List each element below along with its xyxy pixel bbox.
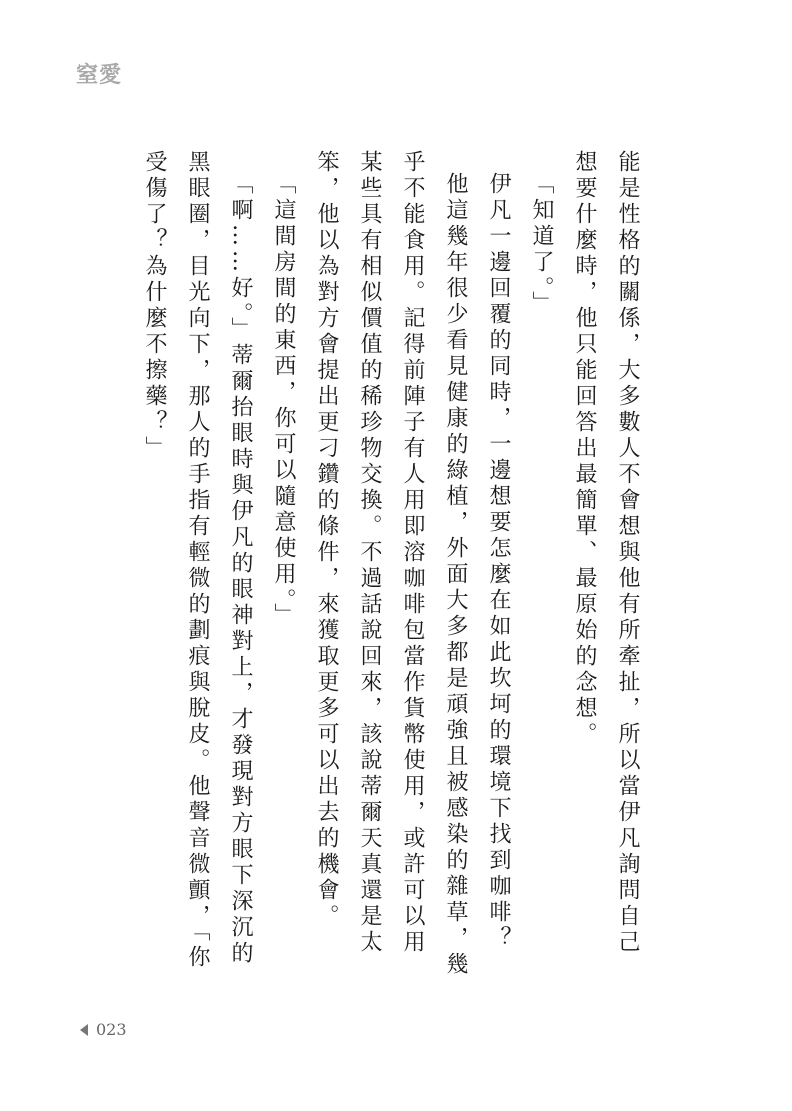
body-text [129,150,649,980]
page-footer [80,1020,127,1039]
book-title: 窒愛 [76,62,123,88]
paragraph: 能是性格的關係，大多數人不會想與他有所牽扯，所以當伊凡詢問自己想要什麼時，他只能回答出最簡單、最原始的念想。 [572,150,640,956]
paragraph: 「知道了。」 [529,172,554,317]
triangle-left-icon [80,1024,88,1036]
paragraph: 「啊……好。」蒂爾抬眼時與伊凡的眼神對上，才發現對方眼下深沉的黑眼圈，目光向下，那人的手指有輕微的劃痕與脫皮。他聲音微顫，「你受傷了？為什麼不擦藥？」 [142,150,253,971]
page-number: 023 [96,1020,127,1039]
paragraph: 他這幾年很少看見健康的綠植，外面大多都是頑強且被感染的雜草，幾乎不能食用。記得前陣子有人用即溶咖啡包當作貨幣使用，或許可以用某些具有相似價值的稀珍物交換。不過話說回來，該說蒂爾天真還是太笨，他以為對方會提出更刁鑽的條件，來獲取更多可以出去的機會。 [314,150,468,978]
paragraph: 伊凡一邊回覆的同時，一邊想要怎麼在如此坎坷的環境下找到咖啡？ [486,172,511,952]
paragraph: 「這間房間的東西，你可以隨意使用。」 [271,172,296,629]
